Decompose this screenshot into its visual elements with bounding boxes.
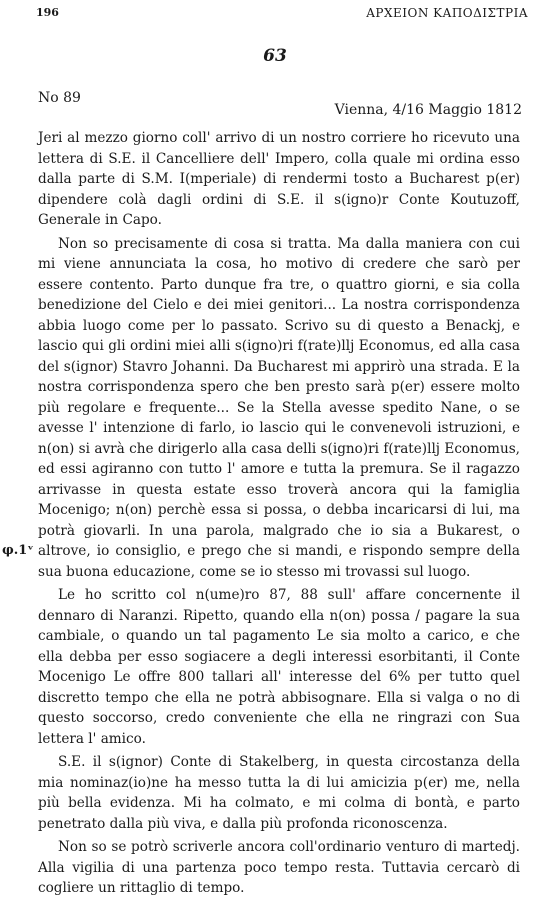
folio-margin-note: φ.1ᵛ [2, 543, 34, 558]
paragraph: Non so se potrò scriverle ancora coll'ordinario venturo di martedj. Alla vigilia di una partenza poco tempo resta. Tuttavia cercarò di cogliere un rittaglio di tempo. [38, 839, 520, 896]
place-date-line: Vienna, 4/16 Maggio 1812 [334, 102, 522, 118]
document-number: 63 [263, 46, 287, 66]
running-title: ΑΡΧΕΙΟΝ ΚΑΠΟΔΙΣΤΡΙΑ [366, 6, 528, 20]
letter-body [38, 128, 520, 899]
paragraph: S.E. il s(ignor) Conte di Stakelberg, in questa circostanza della mia nominaz(io)ne ha messo tutta la di lui amicizia p(er) me, nella più bella evidenza. Mi ha colmato, e mi colma di bontà, e parto penetrato dalla più viva, e dalla più profonda riconoscenza. [38, 754, 520, 832]
paragraph: Non so precisamente di cosa si tratta. Ma dalla maniera con cui mi viene annunciata la cosa, ho motivo di credere che sarò per essere contento. Parto dunque fra tre, o quattro giorni, e sia colla benedizione del Cielo e dei miei genitori... La nostra corrispondenza abbia luogo come per lo passato. Scrivo su di questo a Benackj, e lascio qui gli ordini miei alli s(igno)ri f(rate)llj Economus, ed alla casa del s(ignor) Stavro Johanni. Da Bucharest mi apprirò una strada. E la nostra corrispondenza spero che ben presto sarà p(er) essere molto più regolare e frequente... Se la Stella avesse spedito Nane, o se avesse l' intenzione di farlo, io lascio qui le convenevoli istruzioni, e n(on) si avrà che dirigerlo alla casa delli s(igno)ri f(rate)llj Economus, ed essi agiranno con tutto l' amore e tutta la premura. Se il ragazzo arrivasse in questa estate esso troverà ancora qui la famiglia Mocenigo; n(on) perchè essa si possa, o debba incaricarsi di lui, ma potrà giovarli. In una parola, malgrado che io sia a Bukarest, o altrove, io consiglio, e prego che si mandi, e rispondo sempre della sua buona educazione, come se io stesso mi trovassi sul luogo. [38, 235, 520, 580]
paragraph: Le ho scritto col n(ume)ro 87, 88 sull' affare concernente il dennaro di Naranzi. Ripetto, quando ella n(on) possa / pagare la sua cambiale, o quando un tal pagamento Le sia molto a carico, e che ella debba per esso sogiacere a degli interessi esorbitanti, il Conte Mocenigo Le offre 800 tallari all' interesse del 6% per tutto quel discretto tempo che ella ne potrà abbisognare. Ella si valga o no di questo soccorso, credo conveniente che ella ne ringrazi con Sua lettera l' amico. [38, 587, 520, 747]
page-number: 196 [36, 6, 59, 19]
paragraph: Jeri al mezzo giorno coll' arrivo di un nostro corriere ho ricevuto una lettera di S.E. il Cancelliere dell' Impero, colla quale mi ordina esso dalla parte di S.M. I(mperiale) di rendermi tosto a Bucharest p(er) dipendere colà dagli ordini di S.E. il s(igno)r Conte Koutuzoff, Generale in Capo. [38, 130, 520, 228]
page-header [36, 6, 528, 22]
letter-number: No 89 [38, 90, 81, 106]
